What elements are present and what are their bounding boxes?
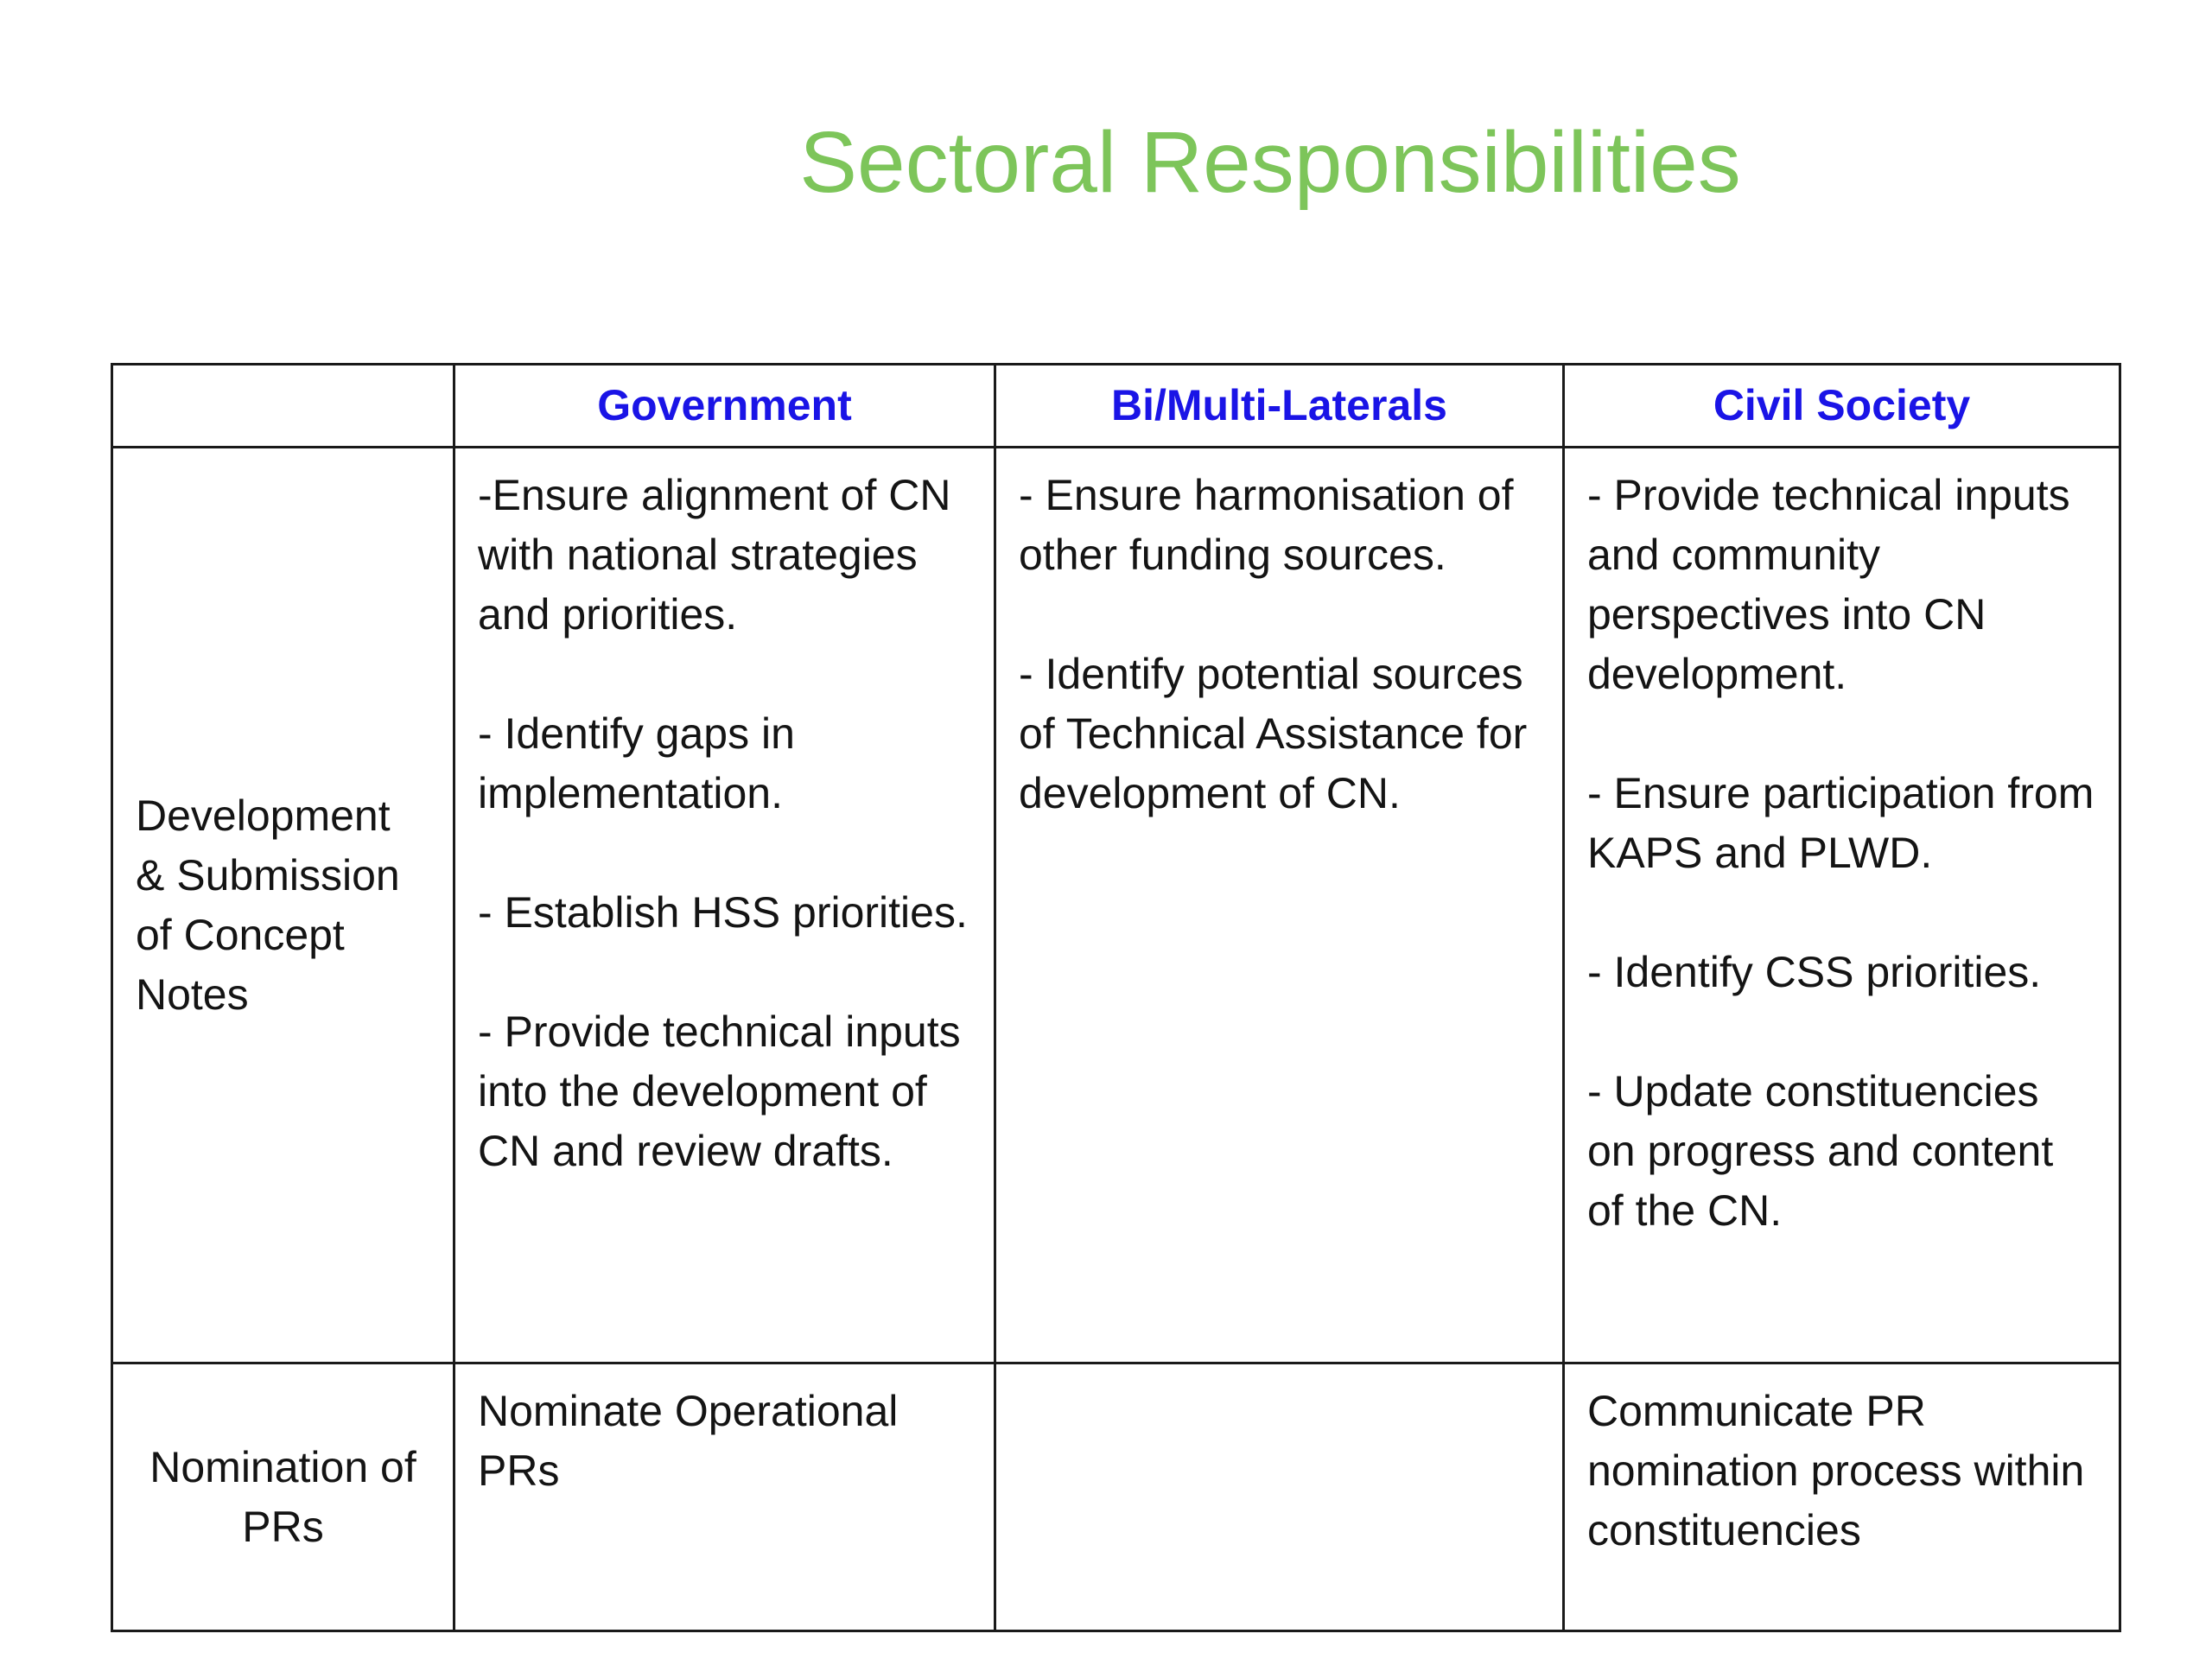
table-row-development bbox=[112, 448, 2120, 1363]
row-label-development: Development & Submission of Concept Notes bbox=[112, 448, 454, 1363]
cell-paragraph: - Identify potential sources of Technical Assistance for development of CN. bbox=[1019, 650, 1528, 817]
cell-paragraph: - Identify gaps in implementation. bbox=[478, 709, 795, 817]
cell-civil-society-nomination bbox=[1564, 1363, 2120, 1631]
cell-bilaterals-development bbox=[995, 448, 1564, 1363]
header-government: Government bbox=[454, 365, 995, 448]
slide-title: Sectoral Responsibilities bbox=[799, 114, 1741, 211]
row-label-nomination: Nomination of PRs bbox=[112, 1363, 454, 1631]
cell-paragraph: - Identify CSS priorities. bbox=[1587, 948, 2042, 996]
header-blank bbox=[112, 365, 454, 448]
header-bilaterals: Bi/Multi-Laterals bbox=[995, 365, 1564, 448]
header-civil-society: Civil Society bbox=[1564, 365, 2120, 448]
cell-bilaterals-nomination bbox=[995, 1363, 1564, 1631]
cell-paragraph: - Establish HSS priorities. bbox=[478, 888, 968, 937]
cell-paragraph: -Ensure alignment of CN with national strategies and priorities. bbox=[478, 471, 951, 639]
header-row bbox=[112, 365, 2120, 448]
cell-government-development bbox=[454, 448, 995, 1363]
cell-paragraph: Nominate Operational PRs bbox=[478, 1387, 899, 1495]
cell-paragraph: - Ensure harmonisation of other funding sources. bbox=[1019, 471, 1514, 579]
table-row-nomination bbox=[112, 1363, 2120, 1631]
cell-paragraph: - Ensure participation from KAPS and PLWD. bbox=[1587, 769, 2094, 877]
cell-paragraph: Communicate PR nomination process within constituencies bbox=[1587, 1387, 2085, 1554]
cell-paragraph: - Update constituencies on progress and content of the CN. bbox=[1587, 1067, 2054, 1235]
cell-paragraph: - Provide technical inputs and community perspectives into CN development. bbox=[1587, 471, 2070, 698]
cell-civil-society-development bbox=[1564, 448, 2120, 1363]
cell-government-nomination bbox=[454, 1363, 995, 1631]
responsibilities-table bbox=[111, 363, 2121, 1632]
cell-paragraph: - Provide technical inputs into the development of CN and review drafts. bbox=[478, 1007, 961, 1175]
